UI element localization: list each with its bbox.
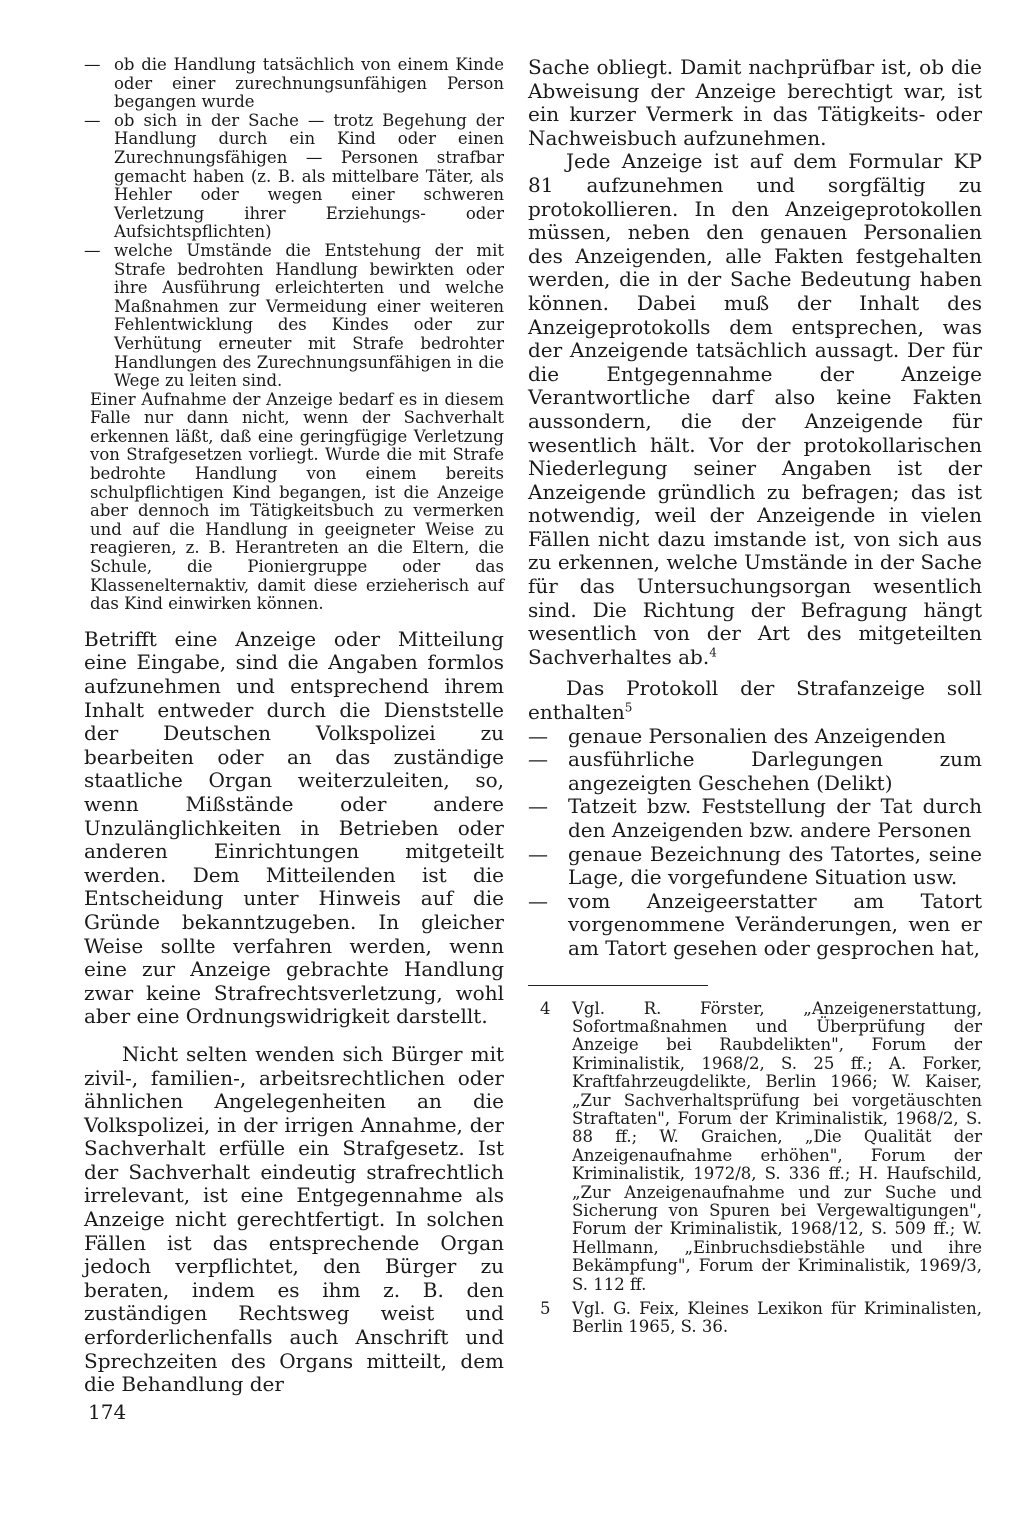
footnote-reference[interactable]: 4: [709, 645, 717, 660]
paragraph-text: Das Protokoll der Strafanzeige soll enthalten: [528, 676, 982, 725]
footnote-divider: [528, 985, 708, 986]
protocol-contents-list: [528, 725, 982, 961]
body-paragraph: Nicht selten wenden sich Bürger mit zivil-, familien-, arbeitsrechtlichen oder ähnlichen Angelegenheiten an die Volkspolizei, in der irrigen Annahme, der Sachverhalt erfülle ein Strafgesetz. Ist der Sachverhalt eindeutig strafrechtlich irrelevant, ist eine Entgegennahme als Anzeige nicht gerechtfertigt. In solchen Fällen ist das entsprechende Organ jedoch verpflichtet, den Bürger zu beraten, indem es ihm z. B. den zuständigen Rechtsweg weist und erforderlichenfalls auch Anschrift und Sprechzeiten des Organs mitteilt, dem die Behandlung der: [84, 1041, 504, 1397]
left-column: [84, 56, 504, 1397]
investigation-checklist: [84, 56, 504, 391]
footnote: [528, 1000, 982, 1295]
body-paragraph: Sache obliegt. Damit nachprüfbar ist, ob die Abweisung der Anzeige berechtigt war, ist ein kurzer Vermerk in das Tätigkeits- oder Nachweisbuch aufzunehmen.: [528, 55, 982, 150]
footnote-number: 5: [540, 1299, 551, 1319]
list-item: — Tatzeit bzw. Feststellung der Tat durch den Anzeigenden bzw. andere Personen: [528, 795, 982, 842]
body-paragraph: [528, 677, 982, 724]
list-item: — genaue Bezeichnung des Tatortes, seine Lage, die vorgefundene Situation usw.: [528, 843, 982, 890]
footnotes: [528, 1000, 982, 1337]
body-paragraph: Betrifft eine Anzeige oder Mitteilung eine Eingabe, sind die Angaben formlos aufzunehmen und entsprechend ihrem Inhalt entweder durch die Dienststelle der Deutschen Volkspolizei zu bearbeiten oder an das zuständige staatliche Organ weiterzuleiten, so, wenn Mißstände oder andere Unzulänglichkeiten in Betrieben oder anderen Einrichtungen mitgeteilt werden. Dem Mitteilenden ist die Entscheidung unter Hinweis auf die Gründe bekanntzugeben. In gleicher Weise sollte verfahren werden, wenn eine zur Anzeige gebrachte Handlung zwar keine Strafrechtsverletzung, wohl aber eine Ordnungswidrigkeit darstellt.: [84, 626, 504, 1029]
footnote-reference[interactable]: 5: [624, 700, 633, 715]
list-item: — vom Anzeigeerstatter am Tatort vorgenommene Veränderungen, wen er am Tatort gesehen oder gesprochen hat,: [528, 890, 982, 961]
list-item: — welche Umstände die Entstehung der mit Strafe bedrohten Handlung bewirkten oder ihre Ausführung erleichterten und welche Maßnahmen zur Vermeidung einer weiteren Fehlentwicklung des Kindes oder zur Verhütung erneuter mit Strafe bedrohter Handlungen des Zurechnungsunfähigen in die Wege zu leiten sind.: [84, 242, 504, 391]
footnote-text: Vgl. G. Feix, Kleines Lexikon für Kriminalisten, Berlin 1965, S. 36.: [572, 1299, 982, 1337]
paragraph-text: Jede Anzeige ist auf dem Formular KP 81 aufzunehmen und sorgfältig zu protokollieren. In den Anzeigeprotokollen müssen, neben den genauen Personalien des Anzeigenden, alle Fakten festgehalten werden, die in der Sache Bedeutung haben können. Dabei muß der Inhalt des Anzeigeprotokolls dem entsprechen, was der Anzeigende tatsächlich aussagt. Der für die Entgegennahme der Anzeige Verantwortliche darf also keine Fakten aussondern, die der Anzeigende für wesentlich hält. Vor der protokollarischen Niederlegung seiner Angaben ist der Anzeigende gründlich zu befragen; das ist notwendig, weil der Anzeigende in vielen Fällen nicht dazu imstande ist, von sich aus zu erkennen, welche Umstände in der Sache für das Untersuchungsorgan wesentlich sind. Die Richtung der Befragung hängt wesentlich von der Art des mitgeteilten Sachverhaltes ab.: [528, 149, 982, 669]
footnote-text: Vgl. R. Förster, „Anzeigenerstattung, Sofortmaßnahmen und Überprüfung der Anzeige bei Raubdelikten", Forum der Kriminalistik, 1968/2, S. 25 ff.; A. Forker, Kraftfahrzeugdelikte, Berlin 1966; W. Kaiser, „Zur Sachverhaltsprüfung bei vorgetäuschten Straftaten", Forum der Kriminalistik, 1968/2, S. 88 ff.; W. Graichen, „Die Qualität der Anzeigenaufnahme erhöhen", Forum der Kriminalistik, 1972/8, S. 336 ff.; H. Haufschild, „Zur Anzeigenaufnahme und zur Suche und Sicherung von Spuren bei Vergewaltigungen", Forum der Kriminalistik, 1968/12, S. 509 ff.; W. Hellmann, „Einbruchsdiebstähle und ihre Bekämpfung", Forum der Kriminalistik, 1969/3, S. 112 ff.: [572, 998, 982, 1294]
body-paragraph: [528, 150, 982, 669]
footnote: [528, 1300, 982, 1337]
small-paragraph: Einer Aufnahme der Anzeige bedarf es in diesem Falle nur dann nicht, wenn der Sachverhalt erkennen läßt, daß eine geringfügige Verletzung von Strafgesetzen vorliegt. Wurde die mit Strafe bedrohte Handlung von einem bereits schulpflichtigen Kind begangen, ist die Anzeige aber dennoch im Tätigkeitsbuch zu vermerken und auf die Handlung in geeigneter Weise zu reagieren, z. B. Herantreten an die Eltern, die Schule, die Pioniergruppe oder das Klassenelternaktiv, damit diese erzieherisch auf das Kind einwirken können.: [90, 389, 504, 614]
footnote-number: 4: [540, 998, 551, 1018]
list-item: — ob die Handlung tatsächlich von einem Kinde oder einer zurechnungsunfähigen Person begangen wurde: [84, 56, 504, 112]
list-item: — ob sich in der Sache — trotz Begehung der Handlung durch ein Kind oder einen Zurechnungsfähigen — Personen strafbar gemacht haben (z. B. als mittelbare Täter, als Hehler oder wegen einer schweren Verletzung ihrer Erziehungs- oder Aufsichtspflichten): [84, 112, 504, 242]
page-number: 174: [88, 1400, 127, 1424]
list-item: — genaue Personalien des Anzeigenden: [528, 725, 982, 749]
right-column: [528, 56, 982, 1343]
list-item: — ausführliche Darlegungen zum angezeigten Geschehen (Delikt): [528, 748, 982, 795]
